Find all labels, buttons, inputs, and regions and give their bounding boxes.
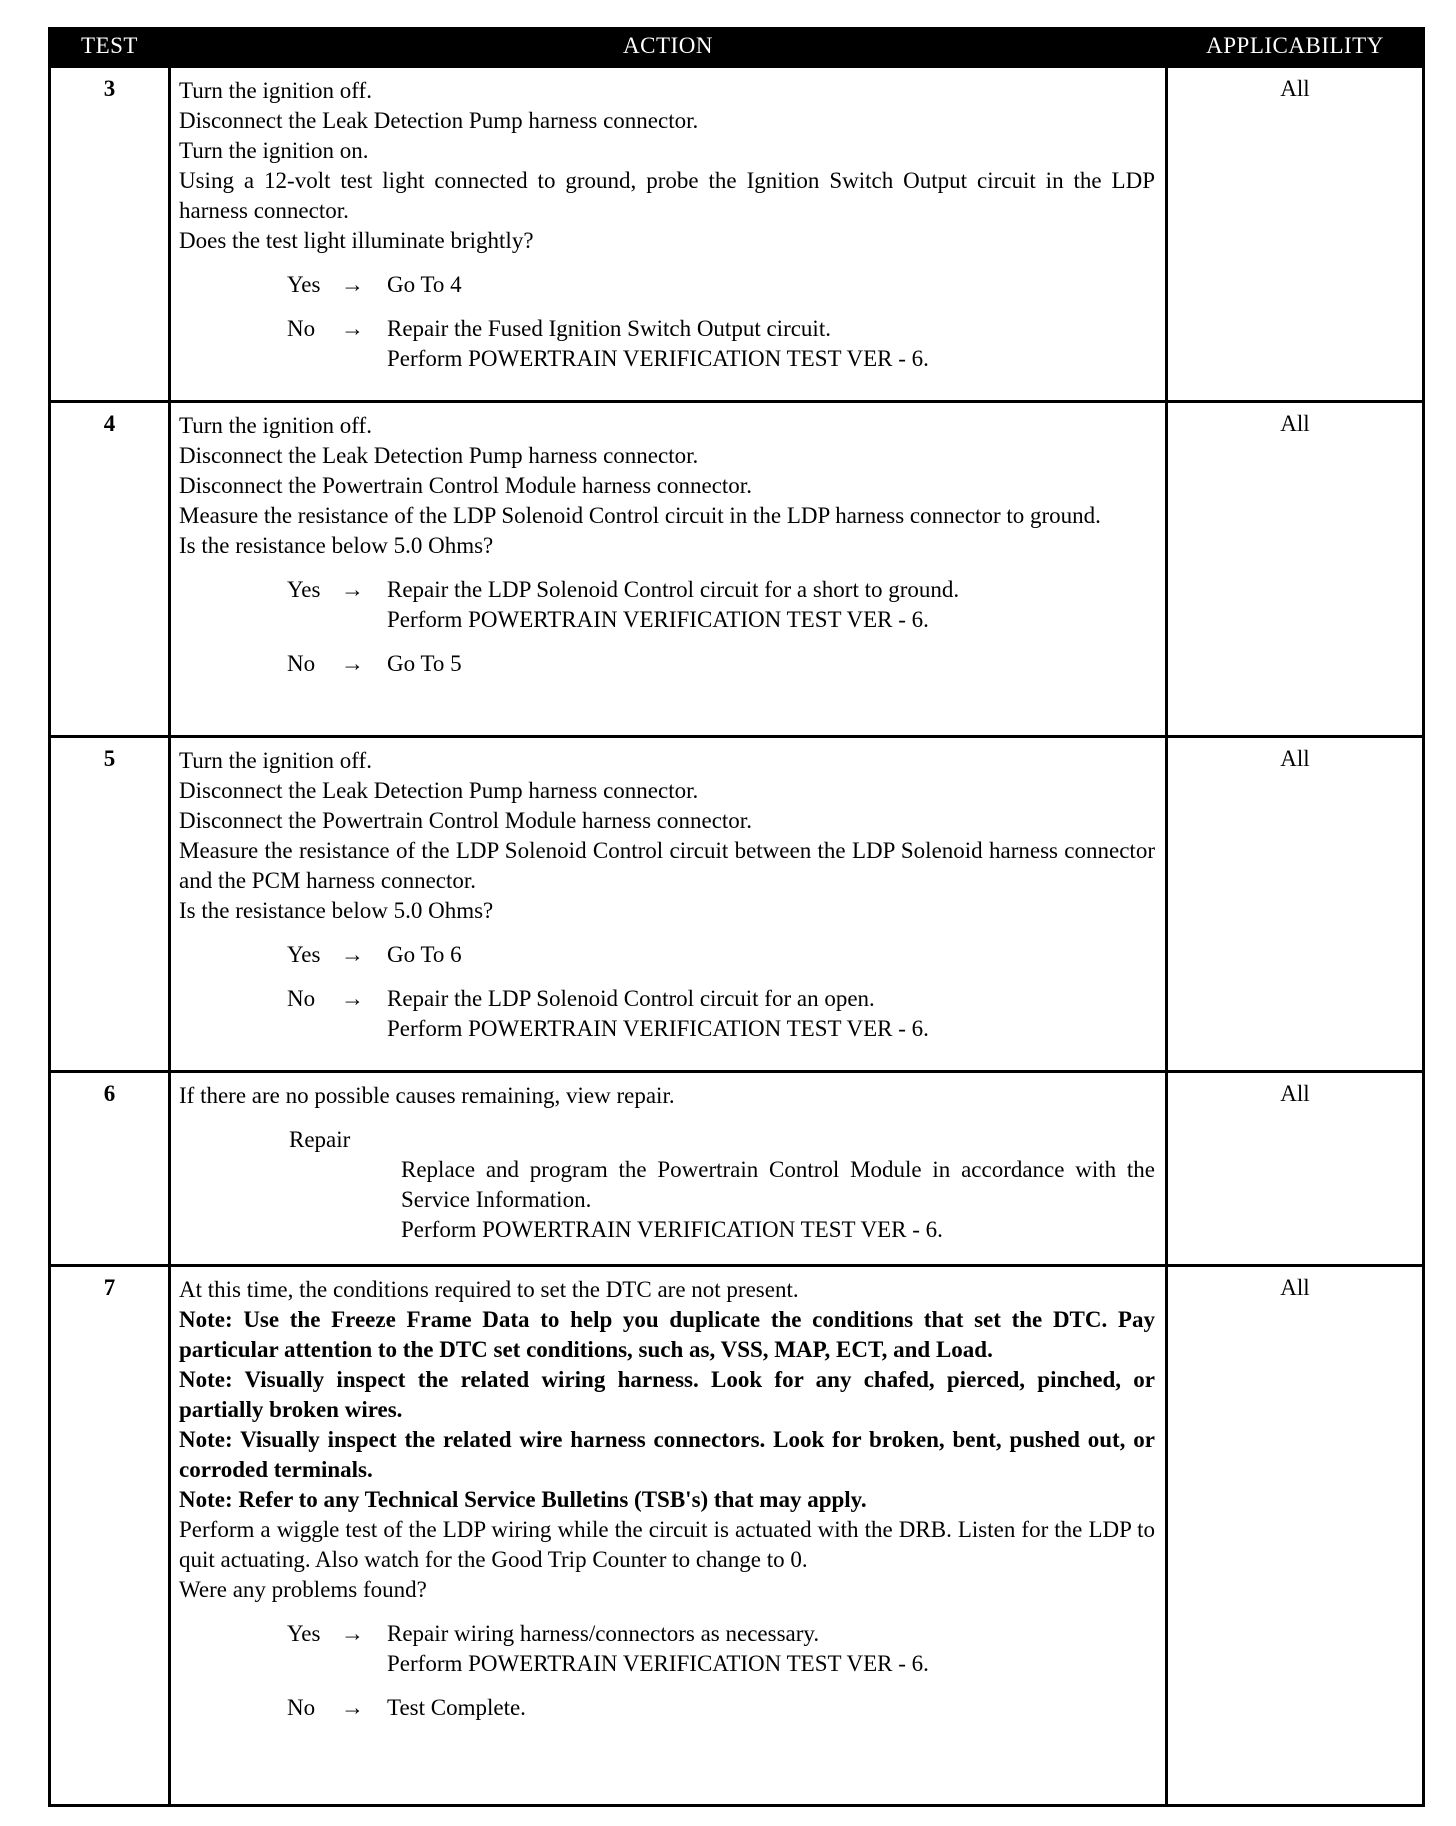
- note-line: Note: Visually inspect the related wiring harness. Look for any chafed, pierced, pinched, or partially broken wires.: [179, 1367, 1155, 1422]
- repair-label: Repair: [289, 1127, 351, 1152]
- action-line: Is the resistance below 5.0 Ohms?: [179, 898, 494, 923]
- applicability-value: All: [1167, 1266, 1424, 1806]
- yes-branch: [287, 575, 1155, 635]
- action-line: Disconnect the Powertrain Control Module harness connector.: [179, 473, 752, 498]
- header-test: TEST: [50, 27, 170, 67]
- branch-result: Go To 6: [387, 942, 462, 967]
- table-row: [50, 737, 1424, 1072]
- action-line: Disconnect the Powertrain Control Module harness connector.: [179, 808, 752, 833]
- action-cell: [170, 737, 1167, 1072]
- branch-result: Perform POWERTRAIN VERIFICATION TEST VER - 6.: [387, 1016, 929, 1041]
- branch-result: Repair the LDP Solenoid Control circuit for a short to ground.: [387, 577, 960, 602]
- action-cell: [170, 1266, 1167, 1806]
- arrow-icon: →: [341, 986, 364, 1011]
- applicability-value: All: [1167, 67, 1424, 402]
- no-label: No: [287, 651, 316, 676]
- branch-result: Perform POWERTRAIN VERIFICATION TEST VER - 6.: [387, 607, 929, 632]
- table-row: [50, 402, 1424, 737]
- action-cell: [170, 67, 1167, 402]
- action-line: If there are no possible causes remaining, view repair.: [179, 1083, 675, 1108]
- arrow-icon: →: [341, 316, 364, 341]
- action-line: Were any problems found?: [179, 1577, 427, 1602]
- no-branch: [287, 649, 1155, 679]
- no-label: No: [287, 316, 316, 341]
- arrow-icon: →: [341, 1621, 364, 1646]
- table-row: [50, 1266, 1424, 1806]
- test-number: 3: [50, 67, 170, 402]
- yes-label: Yes: [287, 577, 321, 602]
- applicability-value: All: [1167, 402, 1424, 737]
- arrow-icon: →: [341, 1695, 364, 1720]
- header-action: ACTION: [170, 27, 1167, 67]
- test-number: 7: [50, 1266, 170, 1806]
- note-line: Note: Visually inspect the related wire harness connectors. Look for broken, bent, pushed out, or corroded terminals.: [179, 1427, 1155, 1482]
- action-line: Does the test light illuminate brightly?: [179, 228, 534, 253]
- branch-result: Go To 4: [387, 272, 462, 297]
- repair-line: Perform POWERTRAIN VERIFICATION TEST VER - 6.: [401, 1217, 943, 1242]
- branch-result: Repair the Fused Ignition Switch Output circuit.: [387, 316, 831, 341]
- action-line: Turn the ignition off.: [179, 748, 372, 773]
- branch-result: Perform POWERTRAIN VERIFICATION TEST VER - 6.: [387, 346, 929, 371]
- action-line: Measure the resistance of the LDP Solenoid Control circuit in the LDP harness connector to ground.: [179, 503, 1101, 528]
- action-line: Disconnect the Leak Detection Pump harness connector.: [179, 108, 699, 133]
- action-cell: [170, 1072, 1167, 1266]
- test-number: 6: [50, 1072, 170, 1266]
- diagnostic-test-table: [48, 27, 1425, 1807]
- applicability-value: All: [1167, 1072, 1424, 1266]
- yes-label: Yes: [287, 272, 321, 297]
- applicability-value: All: [1167, 737, 1424, 1072]
- arrow-icon: →: [341, 577, 364, 602]
- no-label: No: [287, 986, 316, 1011]
- no-branch: [287, 984, 1155, 1044]
- arrow-icon: →: [341, 272, 364, 297]
- action-line: Using a 12-volt test light connected to ground, probe the Ignition Switch Output circuit in the LDP harness connector.: [179, 168, 1155, 223]
- note-line: Note: Use the Freeze Frame Data to help you duplicate the conditions that set the DTC. Pay particular attention to the DTC set conditions, such as, VSS, MAP, ECT, and Load.: [179, 1307, 1155, 1362]
- action-line: Turn the ignition on.: [179, 138, 369, 163]
- action-line: Turn the ignition off.: [179, 413, 372, 438]
- repair-body: [401, 1155, 1155, 1245]
- yes-branch: [287, 1619, 1155, 1679]
- action-line: Is the resistance below 5.0 Ohms?: [179, 533, 494, 558]
- arrow-icon: →: [341, 942, 364, 967]
- test-number: 4: [50, 402, 170, 737]
- repair-line: Replace and program the Powertrain Control Module in accordance with the Service Information.: [401, 1157, 1155, 1212]
- branch-result: Go To 5: [387, 651, 462, 676]
- action-cell: [170, 402, 1167, 737]
- branch-result: Repair the LDP Solenoid Control circuit for an open.: [387, 986, 875, 1011]
- branch-result: Repair wiring harness/connectors as necessary.: [387, 1621, 820, 1646]
- test-number: 5: [50, 737, 170, 1072]
- action-line: At this time, the conditions required to set the DTC are not present.: [179, 1277, 799, 1302]
- yes-branch: [287, 270, 1155, 300]
- no-branch: [287, 314, 1155, 374]
- action-line: Disconnect the Leak Detection Pump harness connector.: [179, 443, 699, 468]
- action-line: Turn the ignition off.: [179, 78, 372, 103]
- yes-label: Yes: [287, 942, 321, 967]
- note-line: Note: Refer to any Technical Service Bulletins (TSB's) that may apply.: [179, 1487, 867, 1512]
- branch-result: Perform POWERTRAIN VERIFICATION TEST VER - 6.: [387, 1651, 929, 1676]
- yes-branch: [287, 940, 1155, 970]
- no-branch: [287, 1693, 1155, 1723]
- table-row: [50, 67, 1424, 402]
- table-header-row: [50, 27, 1424, 67]
- action-line: Measure the resistance of the LDP Solenoid Control circuit between the LDP Solenoid harness connector and the PCM harness connector.: [179, 838, 1155, 893]
- action-line: Disconnect the Leak Detection Pump harness connector.: [179, 778, 699, 803]
- yes-label: Yes: [287, 1621, 321, 1646]
- header-applicability: APPLICABILITY: [1167, 27, 1424, 67]
- arrow-icon: →: [341, 651, 364, 676]
- action-line: Perform a wiggle test of the LDP wiring while the circuit is actuated with the DRB. Listen for the LDP to quit actuating. Also watch for the Good Trip Counter to change to 0.: [179, 1517, 1155, 1572]
- table-row: [50, 1072, 1424, 1266]
- branch-result: Test Complete.: [387, 1695, 526, 1720]
- no-label: No: [287, 1695, 316, 1720]
